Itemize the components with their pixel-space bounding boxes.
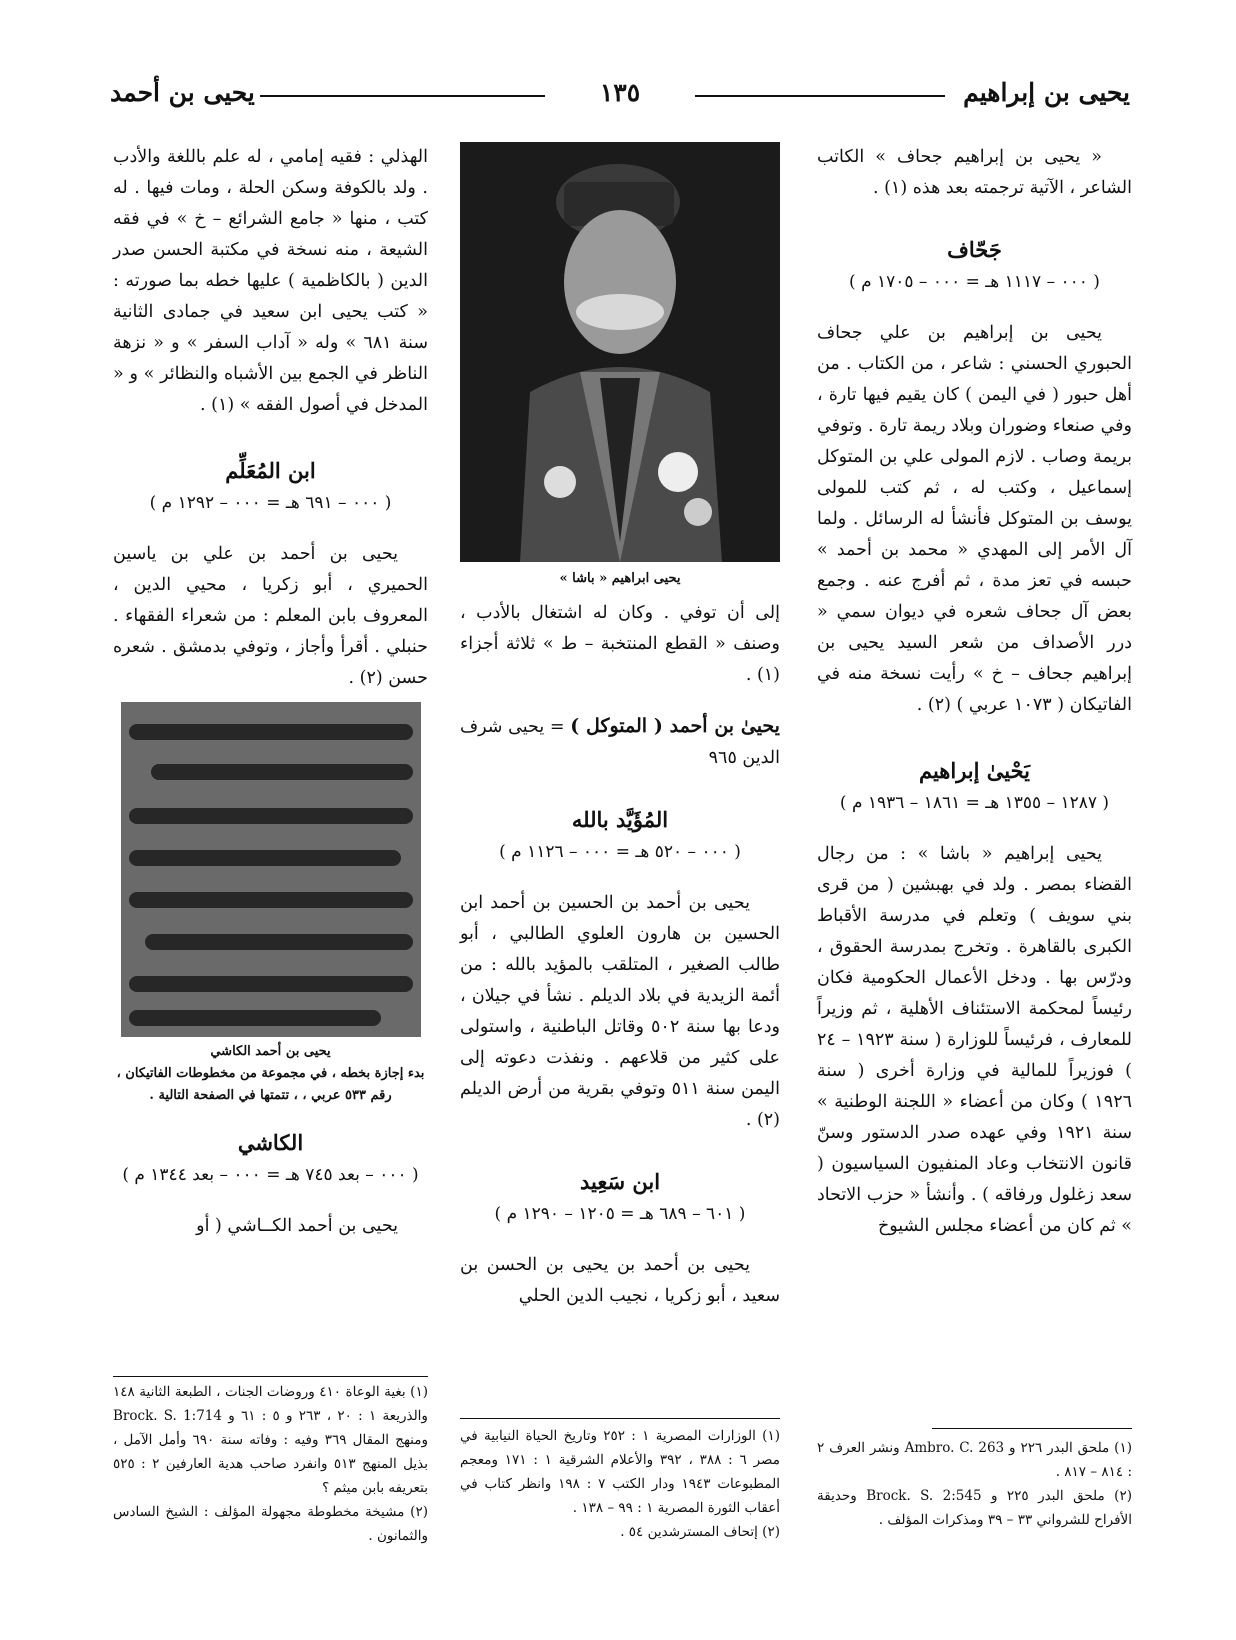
photo-caption: يحيى ابراهيم « باشا » <box>559 571 681 586</box>
entry-title-jahhaf: جَحّاف <box>947 237 1002 262</box>
column-left <box>113 142 428 1242</box>
column-right <box>817 142 1132 1242</box>
xref-name: يحيىٰ بن أحمد ( المتوكل ) <box>570 715 780 737</box>
header-rule-right <box>695 95 945 97</box>
entry-title-ibn-muallim: ابن المُعَلِّم <box>225 458 316 483</box>
footnote: (١) ملحق البدر ٢٢٦ و Ambro. C. 263 ونشر العرف ٢ : ٨١٤ – ٨١٧ . <box>817 1440 1133 1480</box>
entry-title-muayyad: المُؤَيَّد بالله <box>571 807 669 832</box>
entry-body-jahhaf: يحيى بن إبراهيم بن علي جحاف الحبوري الحسني : شاعر ، من الكتاب . من أهل حبور ( في اليمن ) كان يقيم فيها تارة ، وفي صنعاء وضوران وبلاد ريمة تارة . وتوفي بريمة وصاب . لازم المولى علي بن المتوكل إسماعيل ، وكتب له ، ثم كتب للمولى يوسف بن المتوكل فأنشأ له الرسائل . ولما آل الأمر إلى المهدي « محمد بن أحمد » حبسه في تعز مدة ، ثم أفرج عنه . وجمع بعض آل جحاف شعره في ديوان سمي « درر الأصداف من شعر السيد يحيى بن إبراهيم جحاف – خ » رأيت نسخة منه في الفاتيكان ( ١٠٧٣ عربي ) (٢) . <box>817 323 1132 715</box>
header-right-title: يحيى بن إبراهيم <box>963 78 1130 107</box>
entry-dates-yahya-ibrahim: ( ١٢٨٧ – ١٣٥٥ هـ = ١٨٦١ – ١٩٣٦ م ) <box>839 793 1110 813</box>
footnote-rule-left <box>113 1376 428 1377</box>
continuation-paragraph: إلى أن توفي . وكان له اشتغال بالأدب ، وصنف « القطع المنتخبة – ط » ثلاثة أجزاء (١) . <box>460 603 780 685</box>
footnote-rule-right <box>932 1428 1132 1429</box>
entry-dates-muayyad: ( ٠٠٠ – ٥٢٠ هـ = ٠٠٠ – ١١٢٦ م ) <box>499 842 741 862</box>
running-header <box>110 78 1130 118</box>
column-middle <box>460 142 780 1312</box>
continuation-paragraph: الهذلي : فقيه إمامي ، له علم باللغة والأدب . ولد بالكوفة وسكن الحلة ، ومات فيها . له كتب ، منها « جامع الشرائع – خ » في فقه الشيعة ، منه نسخة في مكتبة الحسن صدر الدين ( بالكاظمية ) عليها خطه بما صورته : « كتب يحيى ابن سعيد في جمادى الثانية سنة ٦٨١ » وله « آداب السفر » و « نزهة الناظر في الجمع بين الأشباه والنظائر » و « المدخل في أصول الفقه » (١) . <box>113 147 428 415</box>
entry-body-muayyad: يحيى بن أحمد بن الحسين بن أحمد ابن الحسين بن هارون العلوي الطالبي ، أبو طالب الصغير ، المتلقب بالمؤيد بالله : من أئمة الزيدية في بلاد الديلم . نشأ في جيلان ، ودعا بها سنة ٥٠٢ وقاتل الباطنية ، واستولى على كثير من قلاعهم . ونفذت دعوته إلى اليمن سنة ٥١١ وتوفي بقرية من أرض الديلم (٢) . <box>460 893 780 1130</box>
page-number: ١٣٥ <box>599 78 641 107</box>
footnote: (٢) ملحق البدر ٢٢٥ و Brock. S. 2:545 وحديقة الأفراح للشرواني ٣٣ – ٣٩ ومذكرات المؤلف . <box>817 1488 1132 1528</box>
footnotes-middle <box>460 1424 780 1544</box>
entry-dates-ibn-said: ( ٦٠١ – ٦٨٩ هـ = ١٢٠٥ – ١٢٩٠ م ) <box>494 1204 746 1224</box>
portrait-photo-icon <box>460 142 780 562</box>
entry-dates-jahhaf: ( ٠٠٠ – ١١١٧ هـ = ٠٠٠ – ١٧٠٥ م ) <box>849 272 1100 292</box>
footnote: (١) الوزارات المصرية ١ : ٢٥٢ وتاريخ الحياة النيابية في مصر ٦ : ٣٨٨ ، ٣٩٢ والأعلام الشرقية ١ : ١٧١ ومعجم المطبوعات ١٩٤٣ ودار الكتب ٧ : ١٩٨ وانظر كتاب في أعقاب الثورة المصرية ١ : ٩٩ – ١٣٨ . <box>460 1428 780 1516</box>
header-rule-left <box>260 95 545 97</box>
footnote: (٢) إتحاف المسترشدين ٥٤ . <box>620 1524 780 1540</box>
entry-title-yahya-ibrahim: يَحْيىٰ إبراهيم <box>918 758 1031 783</box>
entry-title-ibn-said: ابن سَعِيد <box>579 1169 661 1194</box>
entry-dates-kashi: ( ٠٠٠ – بعد ٧٤٥ هـ = ٠٠٠ – بعد ١٣٤٤ م ) <box>122 1165 419 1185</box>
intro-paragraph: « يحيى بن إبراهيم جحاف » الكاتب الشاعر ، الآتية ترجمته بعد هذه (١) . <box>817 147 1132 198</box>
entry-body-ibn-said: يحيى بن أحمد بن يحيى بن الحسن بن سعيد ، أبو زكريا ، نجيب الدين الحلي <box>460 1255 780 1306</box>
footnote: (١) بغية الوعاة ٤١٠ وروضات الجنات ، الطبعة الثانية ١٤٨ والذريعة ١ : ٢٠ ، ٢٦٣ و ٥ : ٦١ و Brock. S. 1:714 ومنهج المقال ٣٦٩ وفيه : وفاته سنة ٦٩٠ وأمل الآمل ، بذيل المنهج ٥١٣ وانفرد صاحب هدية العارفين ٢ : ٥٢٥ بتعريفه بابن ميثم ؟ <box>113 1384 428 1496</box>
manuscript-image-icon <box>121 702 421 1037</box>
entry-body-ibn-muallim: يحيى بن أحمد بن علي بن ياسين الحميري ، أبو زكريا ، محيي الدين ، المعروف بابن المعلم : من شعراء الفقهاء . حنبلي . أقرأ وأجاز ، وتوفي بدمشق . شعره حسن (٢) . <box>113 544 428 688</box>
footnotes-right <box>817 1436 1132 1532</box>
footnote: (٢) مشيخة مخطوطة مجهولة المؤلف : الشيخ السادس والثمانون . <box>113 1504 428 1544</box>
manuscript-caption-line: رقم ٥٣٣ عربي ، ، تتمتها في الصفحة التالية . <box>149 1088 392 1103</box>
entry-dates-ibn-muallim: ( ٠٠٠ – ٦٩١ هـ = ٠٠٠ – ١٢٩٢ م ) <box>149 493 392 513</box>
entry-body-yahya-ibrahim: يحيى إبراهيم « باشا » : من رجال القضاء بمصر . ولد في بهبشين ( من قرى بني سويف ) وتعلم في مدرسة الأقباط الكبرى بالقاهرة . وتخرج بمدرسة الحقوق ، ودرّس بها . ودخل الأعمال الحكومية فكان رئيساً لمحكمة الاستئناف الأهلية ، ثم وزيراً للمعارف ، فرئيساً للوزارة ( سنة ١٩٢٣ – ٢٤ ) فوزيراً للمالية في وزارة أخرى ( سنة ١٩٢٦ ) وكان من أعضاء « اللجنة الوطنية » سنة ١٩٢١ وفي عهده صدر الدستور وسنّ قانون الانتخاب وعاد المنفيون السياسيون ( سعد زغلول ورفاقه ) . وأنشأ « حزب الاتحاد » ثم كان من أعضاء مجلس الشيوخ <box>817 844 1133 1236</box>
portrait-photo-icon <box>460 142 780 562</box>
entry-body-kashi: يحيى بن أحمد الكــاشي ( أو <box>196 1216 398 1236</box>
entry-title-kashi: الكاشي <box>237 1130 304 1155</box>
footnote-rule-middle <box>460 1418 780 1419</box>
footnotes-left <box>113 1380 428 1548</box>
header-left-title: يحيى بن أحمد <box>110 78 255 107</box>
manuscript-caption-title: يحيى بن أحمد الكاشي <box>210 1044 331 1059</box>
manuscript-caption-line: بدء إجازة بخطه ، في مجموعة من مخطوطات الفاتيكان ، <box>116 1066 425 1081</box>
xref-target: = يحيى شرف الدين ٩٦٥ <box>460 717 780 768</box>
cross-reference <box>460 711 780 774</box>
